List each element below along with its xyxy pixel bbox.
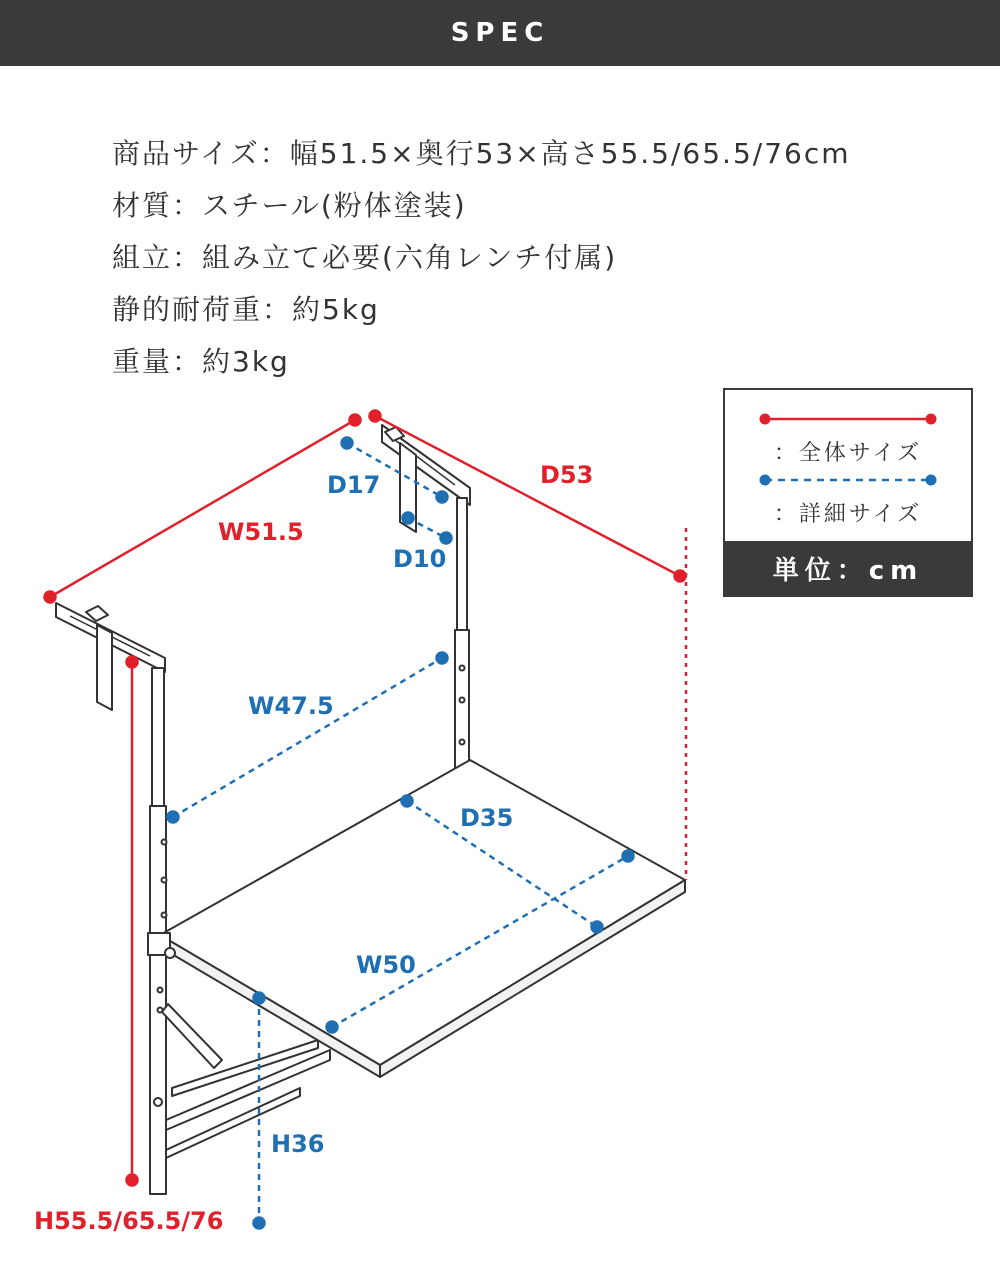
legend-detail-size-label: ：詳細サイズ [773,502,923,527]
legend-unit-bar: 単位：cm [725,541,971,595]
front-post-lower [150,806,166,1194]
legend-blue-line [725,465,971,495]
front-hook-plate [97,625,112,710]
d17-label: D17 [327,471,381,499]
w47-5-label: W47.5 [248,692,334,720]
spec-material: 材質：スチール(粉体塗装) [112,189,467,222]
h36-label: H36 [271,1130,325,1158]
legend-box [723,388,973,597]
d10-label: D10 [393,545,447,573]
legend-full-size-label: ：全体サイズ [773,441,923,466]
header-title: SPEC [450,18,550,48]
d-total-label: D53 [540,461,594,489]
table-drawing [56,425,685,1194]
w47-5-line [173,658,442,817]
spec-assembly: 組立：組み立て必要(六角レンチ付属) [112,241,618,274]
spec-size: 商品サイズ：幅51.5×奥行53×高さ55.5/65.5/76cm [112,137,851,170]
d35-label: D35 [460,804,514,832]
w-total-label: W51.5 [218,518,304,546]
h-total-label: H55.5/65.5/76 [34,1207,224,1235]
support-arm-diagonal [162,1004,222,1068]
spec-weight: 重量：約3kg [112,345,290,378]
front-post-upper [152,668,164,806]
legend-red-line [725,404,971,434]
w-total-line [50,420,355,597]
w50-label: W50 [356,951,416,979]
tray-top [160,760,685,1065]
back-post-upper [457,498,467,630]
spec-load: 静的耐荷重：約5kg [112,293,380,326]
